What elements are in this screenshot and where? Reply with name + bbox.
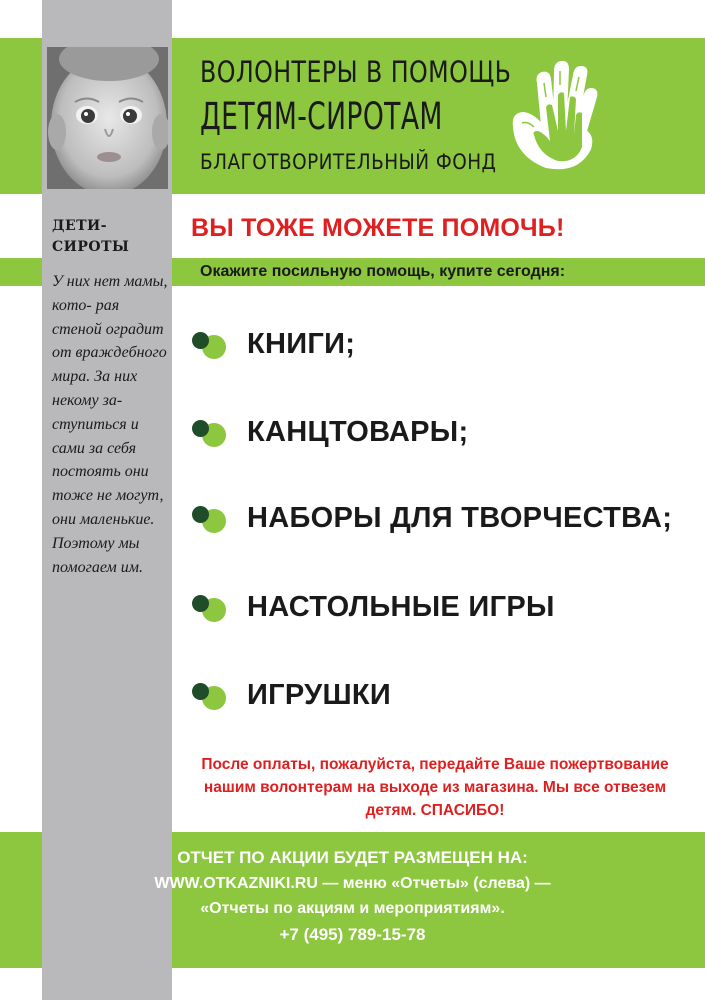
footer-reports: «Отчеты по акциям и мероприятиям». <box>200 900 505 917</box>
footer-heading: ОТЧЕТ ПО АКЦИИ БУДЕТ РАЗМЕЩЕН НА: <box>177 848 528 867</box>
sidebar-text: У них нет мамы, кото- рая стеной оградит от враждебного мира. За них некому за- ступиться и сами за себя постоять они тоже не могут, они маленькие. Поэтому мы помогаем им. <box>52 273 168 576</box>
headline: ВЫ ТОЖЕ МОЖЕТЕ ПОМОЧЬ! <box>191 214 565 242</box>
list-item-label: НАСТОЛЬНЫЕ ИГРЫ <box>247 591 555 623</box>
footer-website[interactable]: WWW.OTKAZNIKI.RU — меню «Отчеты» (слева) — <box>154 875 551 892</box>
footer-phone: +7 (495) 789-15-78 <box>279 925 426 944</box>
list-item-label: ИГРУШКИ <box>247 679 392 711</box>
hands-icon <box>494 57 614 177</box>
bullet-icon <box>192 595 226 623</box>
header-title-line1: ВОЛОНТЕРЫ В ПОМОЩЬ <box>200 55 512 89</box>
bullet-icon <box>192 683 226 711</box>
payment-note: После оплаты, пожалуйста, передайте Ваше пожертвование нашим волонтерам на выходе из магазина. Мы все отвезем детям. СПАСИБО! <box>201 756 669 819</box>
bullet-icon <box>192 506 226 534</box>
child-portrait-image <box>47 47 168 189</box>
list-item-label: КНИГИ; <box>247 328 356 360</box>
list-item-label: КАНЦТОВАРЫ; <box>247 416 469 448</box>
header-title-line3: БЛАГОТВОРИТЕЛЬНЫЙ ФОНД <box>200 150 497 174</box>
child-photo <box>47 47 168 189</box>
subheading: Окажите посильную помощь, купите сегодня: <box>200 263 566 280</box>
bullet-icon <box>192 420 226 448</box>
header-title-line2: ДЕТЯМ-СИРОТАМ <box>200 95 443 138</box>
list-item-label: НАБОРЫ ДЛЯ ТВОРЧЕСТВА; <box>247 502 673 534</box>
bullet-icon <box>192 332 226 360</box>
sidebar-title: ДЕТИ- СИРОТЫ <box>52 218 130 255</box>
